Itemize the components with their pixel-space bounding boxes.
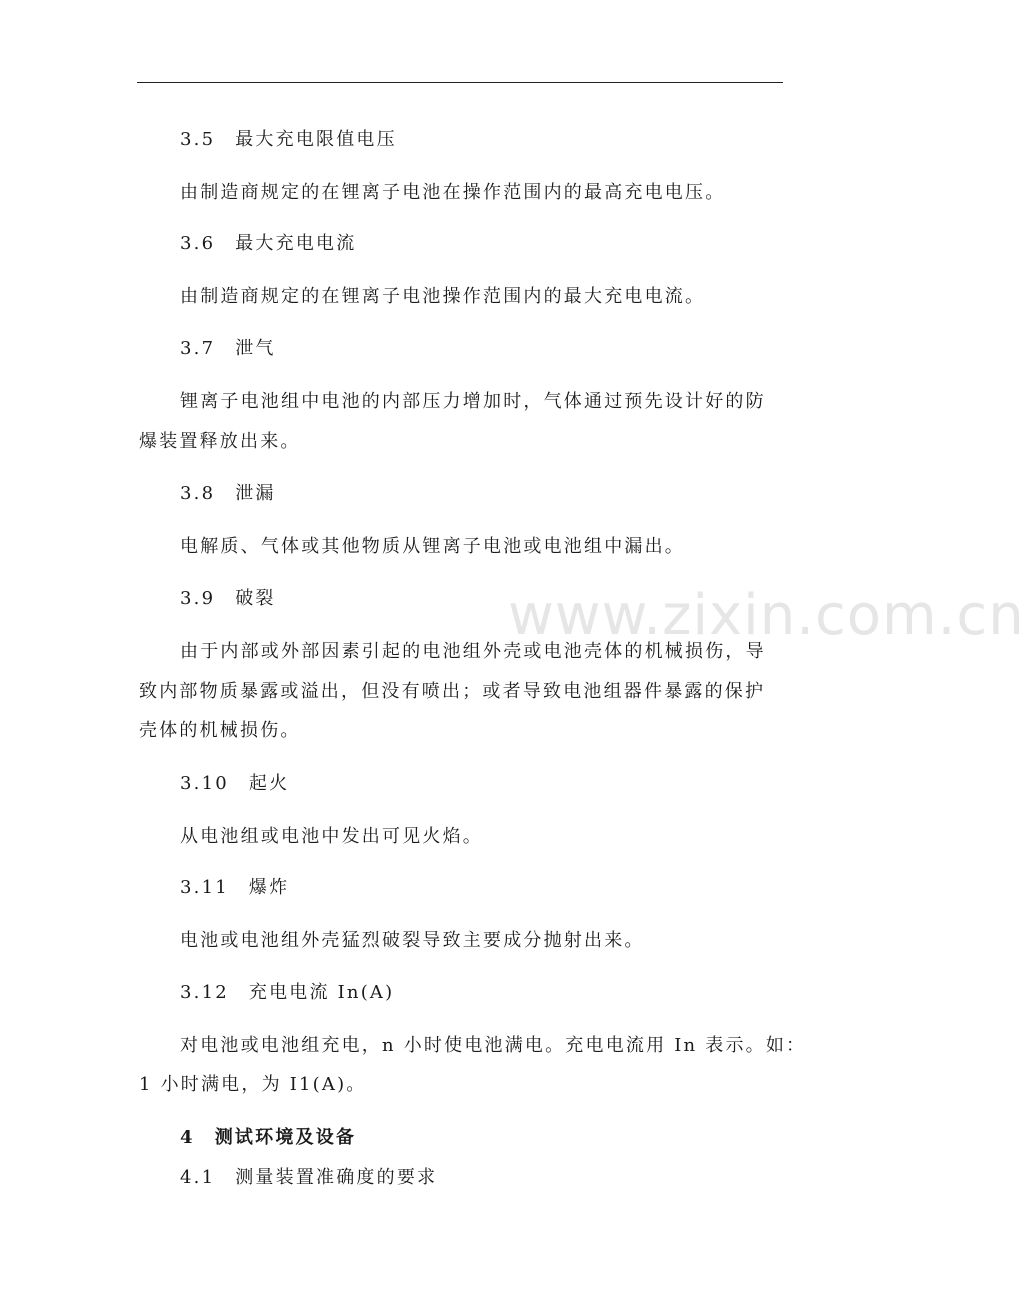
section-number: 3.9 — [180, 588, 216, 609]
paragraph-line: 爆装置释放出来。 — [139, 431, 301, 452]
section-title: 充电电流 In(A) — [248, 982, 395, 1003]
section-heading-3-8 — [180, 482, 276, 506]
section-heading-3-9 — [180, 587, 276, 611]
section-heading-3-10 — [180, 772, 289, 796]
paragraph-line: 1 小时满电，为 I1(A)。 — [139, 1074, 367, 1095]
section-heading-3-12 — [180, 981, 394, 1005]
section-number: 3.12 — [180, 982, 229, 1003]
paragraph: 由制造商规定的在锂离子电池操作范围内的最大充电电流。 — [180, 286, 706, 307]
paragraph: 从电池组或电池中发出可见火焰。 — [180, 826, 483, 847]
section-number: 3.5 — [180, 129, 216, 150]
watermark: www.zixin.com.cn — [508, 583, 1025, 648]
section-title: 测量装置准确度的要求 — [235, 1167, 438, 1188]
paragraph: 由制造商规定的在锂离子电池在操作范围内的最高充电电压。 — [180, 182, 726, 203]
section-number: 3.10 — [180, 773, 229, 794]
section-number: 3.7 — [180, 338, 216, 359]
paragraph-line: 对电池或电池组充电，n 小时使电池满电。充电电流用 In 表示。如： — [180, 1035, 807, 1056]
section-title: 最大充电电流 — [235, 233, 357, 254]
paragraph: 电池或电池组外壳猛烈破裂导致主要成分抛射出来。 — [180, 930, 645, 951]
section-title: 泄气 — [235, 338, 276, 359]
chapter-heading-4 — [180, 1126, 356, 1150]
section-heading-3-7 — [180, 337, 276, 361]
chapter-title: 测试环境及设备 — [214, 1127, 357, 1148]
section-heading-3-5 — [180, 128, 397, 152]
paragraph-line: 壳体的机械损伤。 — [139, 720, 301, 741]
section-number: 3.8 — [180, 483, 216, 504]
section-heading-3-11 — [180, 876, 289, 900]
chapter-number: 4 — [180, 1127, 195, 1148]
section-number: 3.6 — [180, 233, 216, 254]
paragraph-line: 由于内部或外部因素引起的电池组外壳或电池壳体的机械损伤，导 — [180, 641, 766, 662]
section-number: 3.11 — [180, 877, 229, 898]
paragraph-line: 致内部物质暴露或溢出，但没有喷出；或者导致电池组器件暴露的保护 — [139, 681, 766, 702]
section-title: 破裂 — [235, 588, 276, 609]
section-title: 起火 — [248, 773, 290, 794]
paragraph: 电解质、气体或其他物质从锂离子电池或电池组中漏出。 — [180, 536, 685, 557]
section-title: 爆炸 — [248, 877, 290, 898]
header-rule — [137, 82, 783, 83]
paragraph-line: 锂离子电池组中电池的内部压力增加时，气体通过预先设计好的防 — [180, 391, 766, 412]
section-title: 泄漏 — [235, 483, 276, 504]
section-heading-3-6 — [180, 232, 356, 256]
section-heading-4-1 — [180, 1166, 437, 1190]
section-number: 4.1 — [180, 1167, 216, 1188]
section-title: 最大充电限值电压 — [235, 129, 397, 150]
